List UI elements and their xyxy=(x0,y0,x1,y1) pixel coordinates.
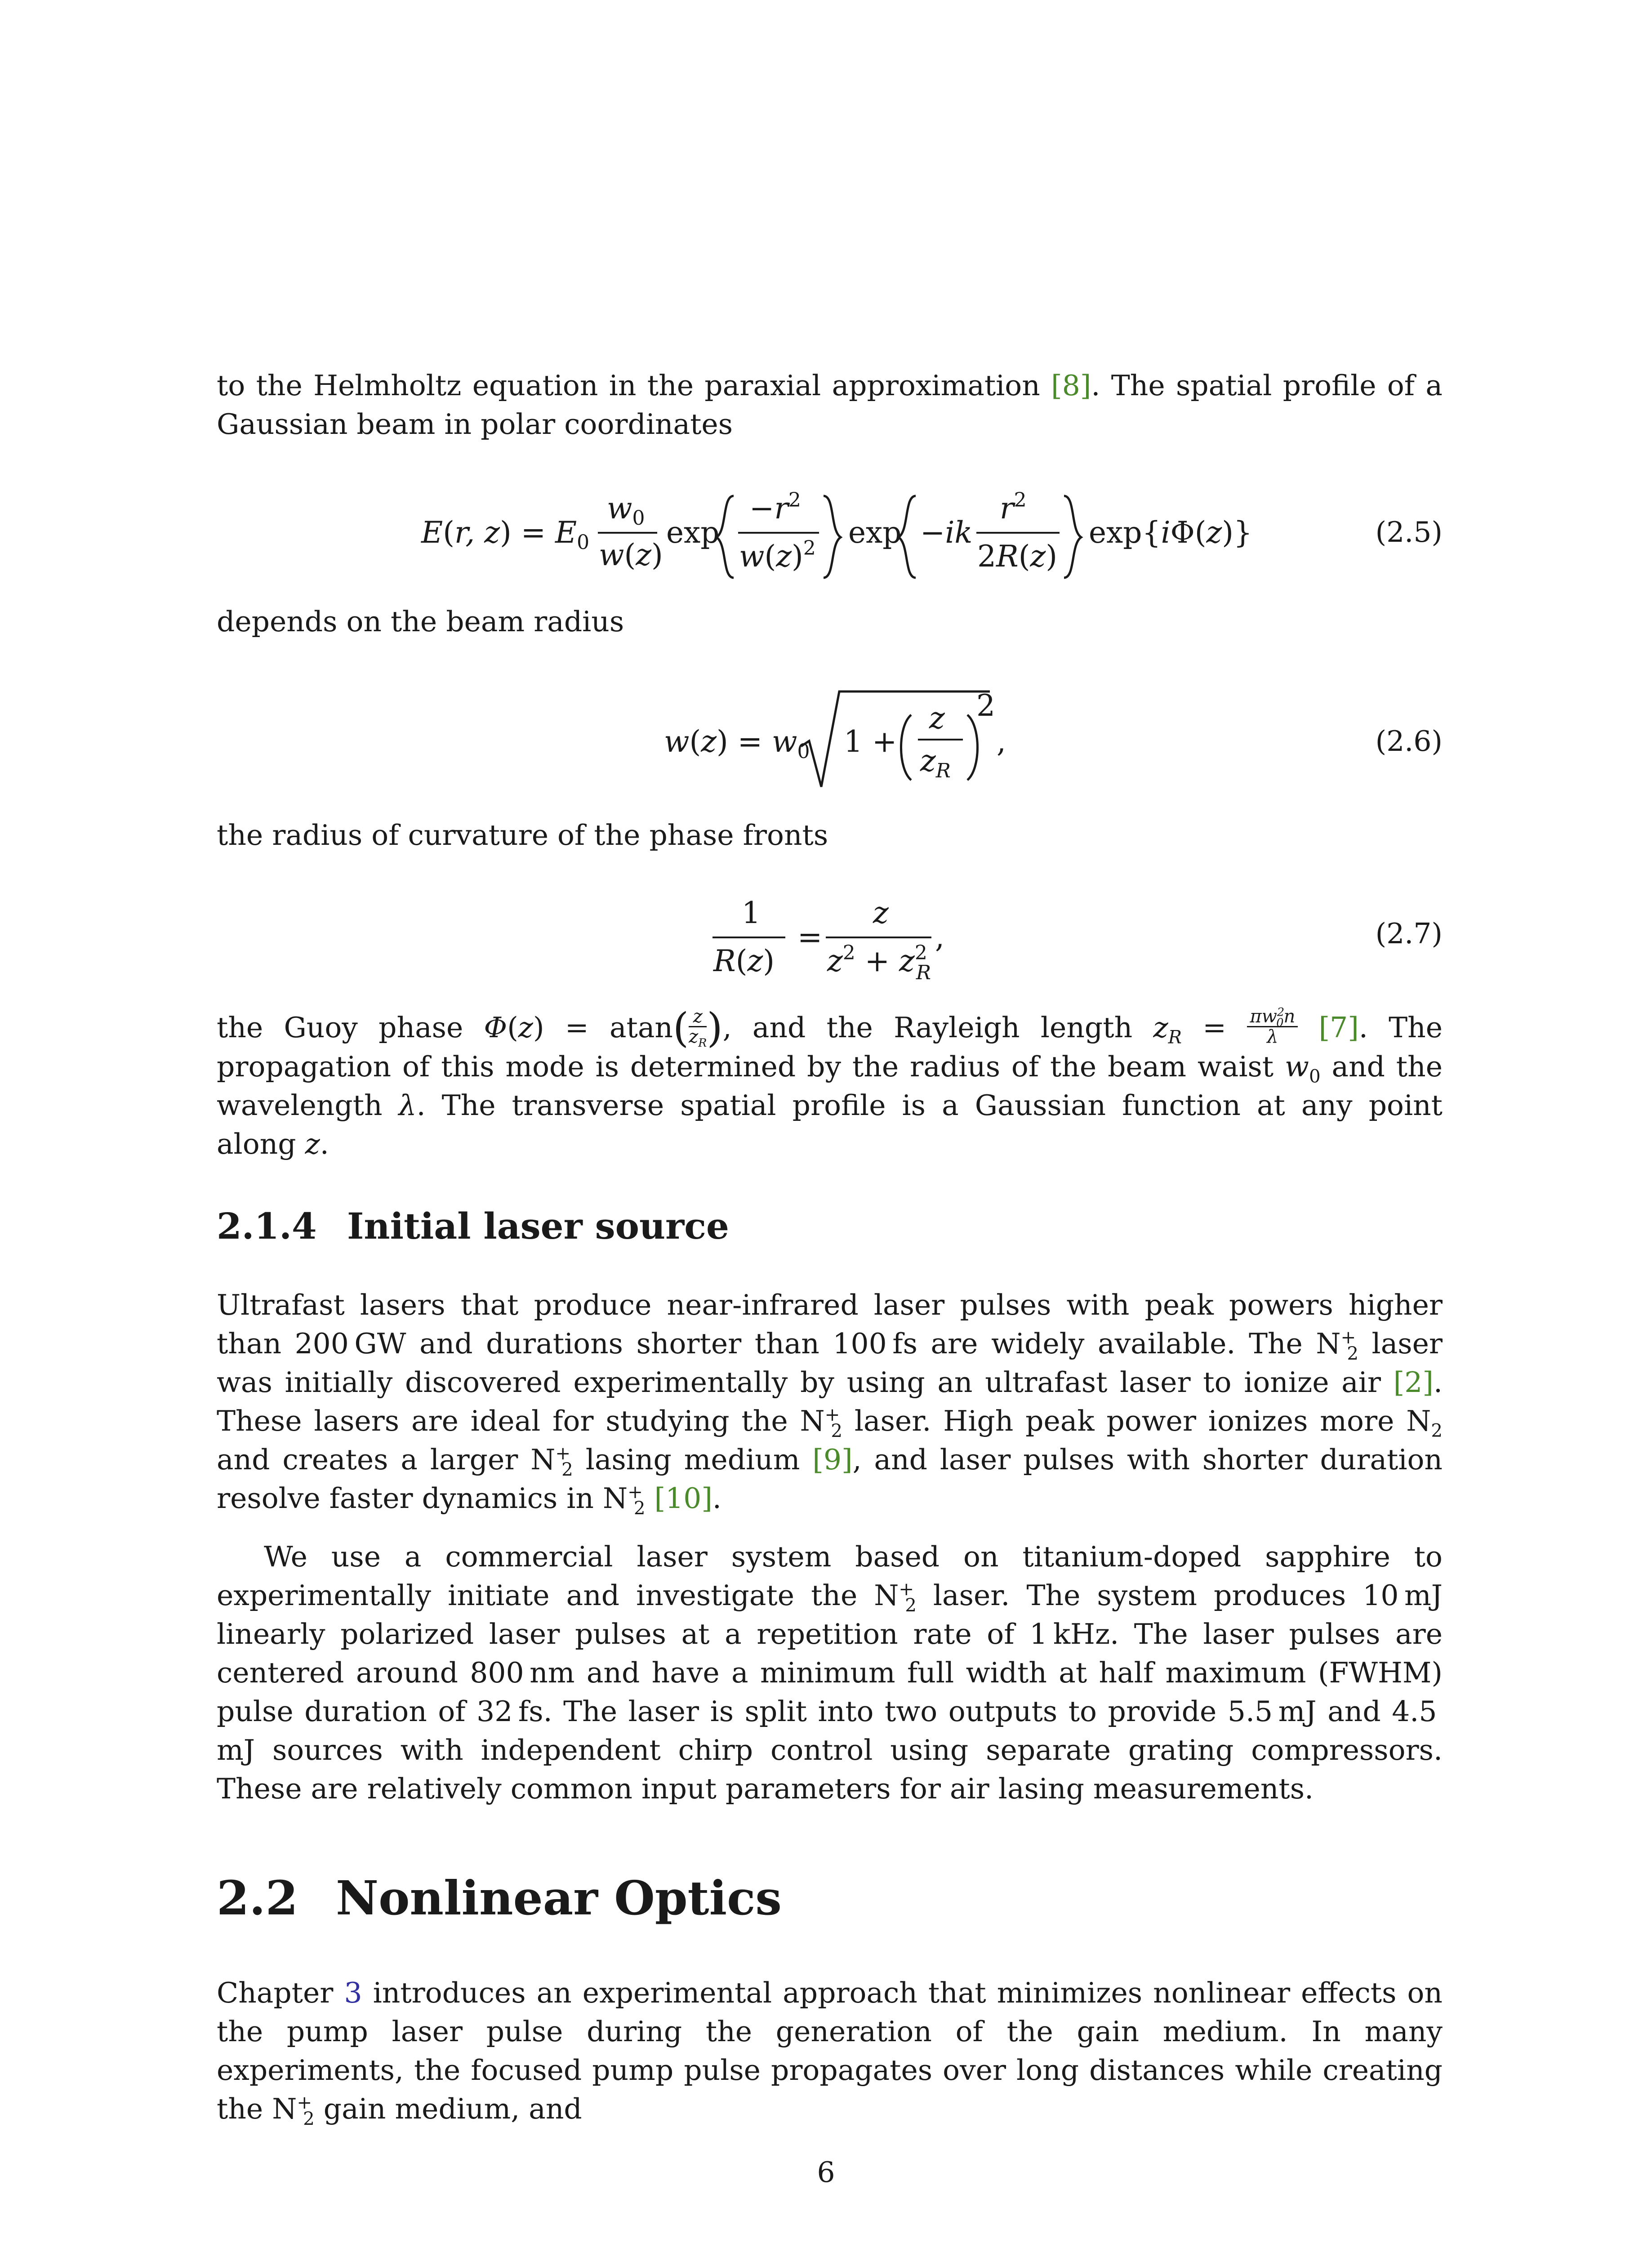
citation-7[interactable]: [7] xyxy=(1318,1011,1359,1044)
citation-8[interactable]: [8] xyxy=(1051,369,1091,402)
svg-text:exp{iΦ(z)}: exp{iΦ(z)} xyxy=(1089,515,1253,550)
svg-text:zR: $z_R$ xyxy=(920,744,951,782)
chapter-3-link[interactable]: 3 xyxy=(344,1976,362,2009)
text-beam-radius: depends on the beam radius xyxy=(217,605,624,638)
svg-text:−r2: $-r^2$ xyxy=(749,489,801,526)
equation-2-5 xyxy=(217,488,1443,605)
svg-text:E(r, z) = E0: E(r, $z) = E_0$ xyxy=(421,515,590,554)
nonlinear-optics-paragraph: Chapter 3 introduces an experimental approach that minimizes nonlinear effects on the pump laser pulse during the generation of the gain medium. In many experiments, the focused pump pulse propagates over long distances while creating the $N^+_2$ gain medium, and xyxy=(217,1976,1443,2129)
equation-2-6-formula xyxy=(217,683,1443,800)
svg-text:−ik: −ik xyxy=(920,515,973,550)
svg-text:exp: exp xyxy=(848,515,902,550)
guoy-phase-paragraph: the Guoy phase Φ(z) = atan( $\frac{z}{z_R}$ ), and the Rayleigh length $z_R$ = $\frac{\pi w^2_0n}{\lambda}$ [7]. The propagation of this mode is determined by the radius of the beam waist $w_0$ and the wavelength λ. The transverse spatial profile is a Gaussian function at any point along z. xyxy=(217,1004,1443,1160)
svg-text:w(z) = w0: $w(z) = w_0$ xyxy=(664,724,810,763)
svg-text:2R(z): 2R(z) xyxy=(977,539,1057,574)
svg-text:r2: $r^2$ xyxy=(1000,489,1027,526)
page-number: 6 xyxy=(817,2156,835,2189)
svg-text:z: z xyxy=(929,701,945,736)
text-radius-curvature: the radius of curvature of the phase fronts xyxy=(217,819,828,852)
section-heading-2-2: 2.2 Nonlinear Optics xyxy=(217,1870,782,1926)
svg-text:w0: $w_0$ xyxy=(607,491,645,530)
citation-9[interactable]: [9] xyxy=(812,1443,853,1476)
citation-10[interactable]: [10] xyxy=(654,1482,712,1515)
svg-text:,: , xyxy=(997,724,1006,759)
equation-number-2-5: (2.5) xyxy=(1375,516,1443,549)
svg-text:w(z): w(z) xyxy=(599,538,663,572)
svg-text:=: = xyxy=(797,920,823,955)
equation-number-2-6: (2.6) xyxy=(1375,725,1443,758)
equation-2-7-formula xyxy=(217,888,1443,991)
intro-paragraph: to the Helmholtz equation in the paraxial approximation [8]. The spatial profile of a Gaussian beam in polar coordinates xyxy=(217,369,1443,441)
svg-text:w(z)2: $w(z)^2$ xyxy=(739,537,816,574)
ultrafast-lasers-paragraph: Ultrafast lasers that produce near-infrared laser pulses with peak powers higher than 200 GW and durations shorter than 100 fs are widely available. The $N^+_2$ laser was initially discovered experimentally by using an ultrafast laser to ionize air [2]. These lasers are ideal for studying the $N^+_2$ laser. High peak power ionizes more $N_2$ and creates a larger $N^+_2$ lasing medium [9], and laser pulses with shorter duration resolve faster dynamics in $N^+_2$ [10]. xyxy=(217,1289,1443,1519)
equation-2-7 xyxy=(217,888,1443,1005)
svg-text:2: 2 xyxy=(976,688,995,723)
svg-text:exp: exp xyxy=(666,515,720,550)
equation-2-5-formula xyxy=(217,488,1443,605)
svg-text:,: , xyxy=(935,920,944,955)
svg-text:z2 + z2R: $z^2 + z^2$ R xyxy=(827,941,931,984)
citation-2[interactable]: [2] xyxy=(1393,1366,1434,1399)
equation-2-6 xyxy=(217,683,1443,800)
svg-text:1 +: 1 + xyxy=(844,724,897,759)
commercial-laser-paragraph: We use a commercial laser system based on titanium-doped sapphire to experimentally initiate and investigate the $N^+_2$ laser. The system produces 10 mJ linearly polarized laser pulses at a repetition rate of 1 kHz. The laser pulses are centered around 800 nm and have a minimum full width at half maximum (FWHM) pulse duration of 32 fs. The laser is split into two outputs to provide 5.5 mJ and 4.5 mJ sources with independent chirp control using separate grating compressors. These are relatively common input parameters for air lasing measurements. xyxy=(217,1540,1443,1805)
svg-text:z: z xyxy=(873,896,889,930)
section-heading-2-1-4: 2.1.4 Initial laser source xyxy=(217,1205,729,1247)
equation-number-2-7: (2.7) xyxy=(1375,917,1443,950)
svg-text:1: 1 xyxy=(742,896,761,930)
svg-text:R(z): R(z) xyxy=(713,944,775,978)
